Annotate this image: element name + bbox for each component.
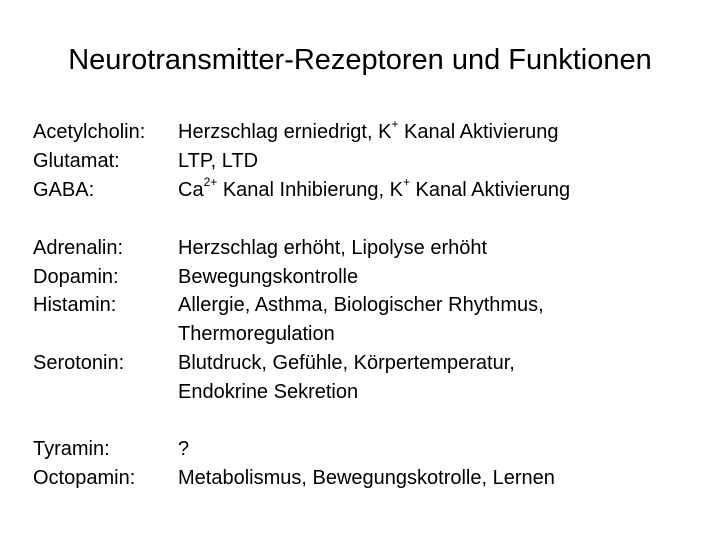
function-text: Kanal Aktivierung	[398, 121, 559, 143]
function-text: Bewegungskontrolle	[178, 266, 359, 288]
function-text: Herzschlag erniedrigt, K	[178, 121, 392, 143]
function-text: Thermoregulation	[178, 323, 335, 345]
neurotransmitter-name: Glutamat:	[33, 150, 120, 172]
function-text: Metabolismus, Bewegungskotrolle, Lernen	[178, 467, 555, 489]
function-text: Kanal Aktivierung	[409, 179, 571, 201]
neurotransmitter-name: Acetylcholin:	[33, 121, 146, 143]
function-text: Allergie, Asthma, Biologischer Rhythmus,	[178, 294, 544, 316]
receptor-function	[178, 176, 570, 205]
function-text: Herzschlag erhöht, Lipolyse erhöht	[178, 237, 488, 259]
receptor-function	[178, 263, 358, 292]
function-text: ?	[178, 438, 190, 460]
function-text: LTP, LTD	[178, 150, 259, 172]
ion-charge-superscript: +	[391, 117, 399, 132]
function-text: Blutdruck, Gefühle, Körpertemperatur,	[178, 352, 515, 374]
receptor-function	[178, 435, 189, 464]
function-text: Ca	[178, 179, 204, 201]
neurotransmitter-name: Histamin:	[33, 294, 117, 316]
function-text: Endokrine Sekretion	[178, 381, 359, 403]
receptor-function	[178, 234, 487, 263]
receptor-function	[178, 320, 335, 349]
neurotransmitter-name: Dopamin:	[33, 266, 119, 288]
receptor-function	[178, 118, 559, 147]
neurotransmitter-name: GABA:	[33, 179, 95, 201]
neurotransmitter-name: Octopamin:	[33, 467, 136, 489]
ion-charge-superscript: 2+	[203, 175, 218, 190]
receptor-function	[178, 147, 258, 176]
neurotransmitter-name: Adrenalin:	[33, 237, 124, 259]
page-title: Neurotransmitter-Rezeptoren und Funktionen	[68, 44, 652, 76]
neurotransmitter-name: Serotonin:	[33, 352, 125, 374]
ion-charge-superscript: +	[402, 175, 410, 190]
receptor-function	[178, 464, 555, 493]
function-text: Kanal Inhibierung, K	[217, 179, 403, 201]
receptor-function	[178, 349, 515, 378]
receptor-function	[178, 291, 544, 320]
neurotransmitter-name: Tyramin:	[33, 438, 110, 460]
receptor-function	[178, 378, 358, 407]
